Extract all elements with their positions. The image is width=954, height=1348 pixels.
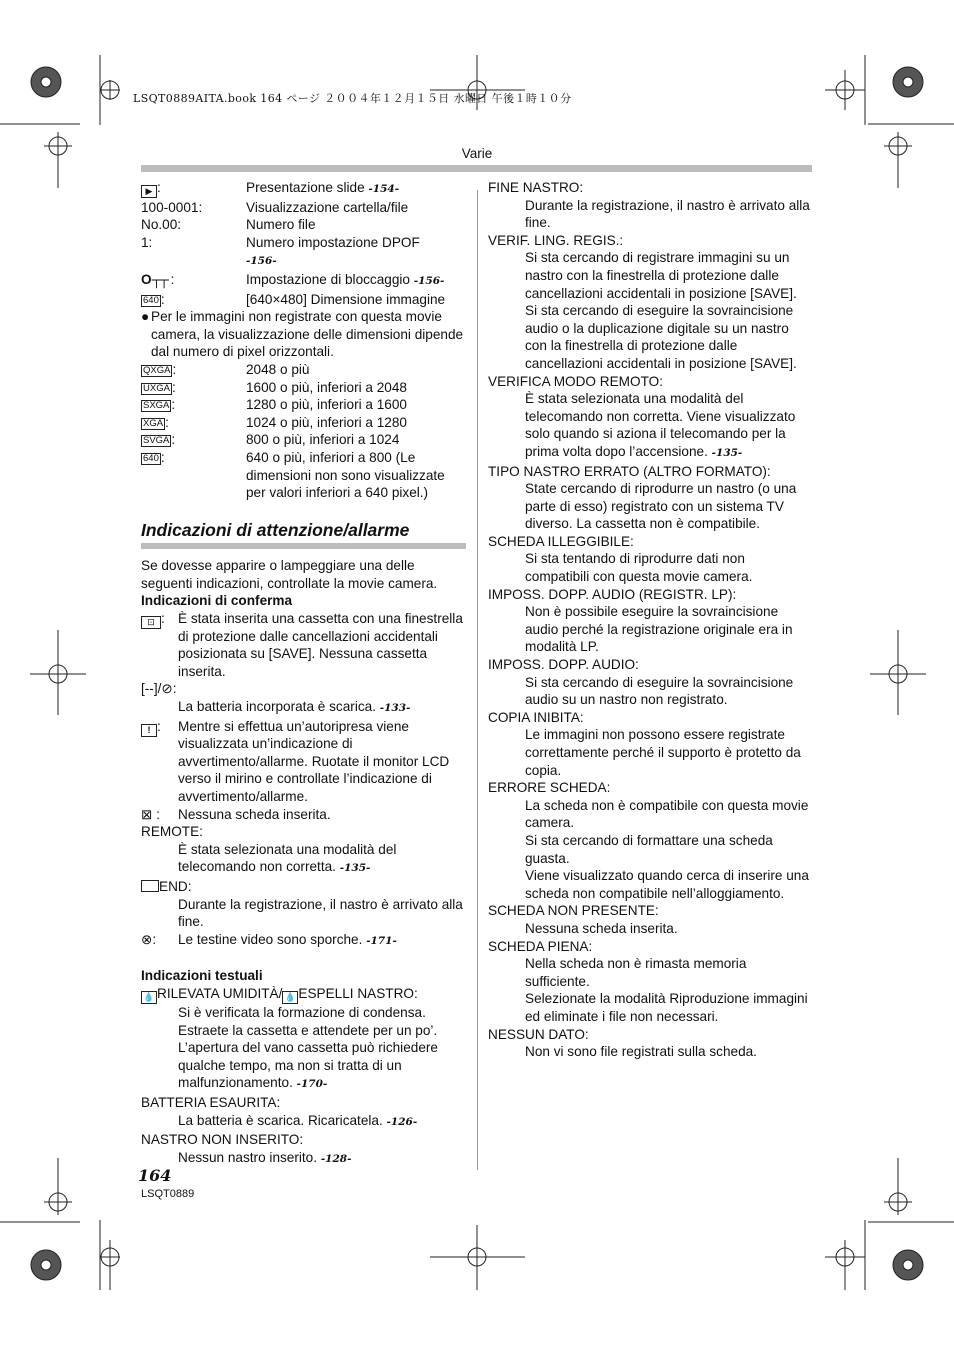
section-title: Varie [461, 146, 493, 161]
text: Viene visualizzato quando cerca di inserire una scheda non compatibile nell’alloggiamento. [525, 868, 809, 901]
section-bar [141, 165, 812, 172]
text: -128- [320, 1152, 352, 1165]
text: UXGA [143, 382, 170, 394]
text: 1: [141, 234, 153, 250]
drop-icon: 💧 [282, 991, 298, 1004]
info-row: 640 : [640×480] Dimensione immagine [141, 291, 467, 309]
key-icon: O┬┬ [141, 271, 167, 287]
message-label: SCHEDA PIENA: [488, 938, 593, 954]
text: Durante la registrazione, il nastro è arrivato alla fine. [525, 197, 810, 231]
text: La scheda non è compatibile con questa movie camera. [525, 797, 809, 831]
text: Non è possibile eseguire la sovraincisione audio perché la registrazione originale era in modalità LP. [525, 604, 793, 655]
size-row: SVGA : 800 o più, inferiori a 1024 [141, 431, 467, 449]
message-label: VERIF. LING. REGIS.: [488, 232, 624, 248]
play-icon: ▶ [141, 185, 157, 198]
text: Si sta tentando di riprodurre dati non compatibili con questa movie camera. [525, 551, 753, 585]
text: Mentre si effettua un’autoripresa viene visualizzata un’indicazione di avvertimento/allarme. Ruotate il monitor LCD verso il mirino e controllate l’indicazione di avvertimento/allarme. [178, 718, 450, 804]
text: Visualizzazione cartella/file [246, 199, 409, 215]
text: Numero impostazione DPOF [246, 234, 420, 250]
text: 1024 o più, inferiori a 1280 [246, 414, 407, 430]
confirm-item: ! : Mentre si effettua un’autoripresa viene visualizzata un’indicazione di avvertimento/allarme. Ruotate il monitor LCD verso il mirino e controllate l’indicazione di avvertimento/allarme. [141, 718, 467, 806]
bullet-note: ● Per le immagini non registrate con questa movie camera, la visualizzazione delle dimensioni dipende dal numero di pixel orizzontali. [141, 308, 467, 361]
text: NASTRO NON INSERITO: [141, 1132, 304, 1148]
text: [--]/⊘: [141, 681, 177, 697]
page-number: 164 [138, 1166, 172, 1185]
text: -135- [711, 446, 743, 459]
text: Si sta cercando di formattare una scheda guasta. [525, 832, 773, 866]
text: È stata selezionata una modalità del telecomando non corretta. [178, 841, 397, 875]
confirm-title: Indicazioni di conferma [141, 593, 293, 609]
cassette-icon: ⊡ [141, 616, 161, 629]
text: 2048 o più [246, 361, 310, 377]
text: Nella scheda non è rimasta memoria sufficiente. [525, 956, 747, 989]
text: 800 o più, inferiori a 1024 [246, 432, 400, 448]
text: 640 [143, 452, 159, 464]
text: Si sta cercando di eseguire la sovraincisione audio o la duplicazione digitale su un nastro con la finestrella di protezione dalle cancellazioni accidentali in posizione [SAVE]. [525, 303, 797, 371]
text: Le testine video sono sporche. [178, 931, 363, 947]
text: Durante la registrazione, il nastro è arrivato alla fine. [178, 896, 463, 930]
message-label: FINE NASTRO: [488, 180, 584, 195]
text: ESPELLI NASTRO: [298, 985, 418, 1001]
text: È stata inserita una cassetta con una finestrella di protezione dalle cancellazioni accidentali posizionata su [SAVE]. Nessuna cassetta inserita. [178, 611, 463, 679]
text: La batteria incorporata è scarica. [178, 699, 376, 715]
text: BATTERIA ESAURITA: [141, 1094, 281, 1110]
tape-icon [141, 880, 159, 892]
text: Nessun nastro inserito. [178, 1149, 318, 1165]
size-640-icon: 640 [143, 294, 159, 306]
size-row: XGA : 1024 o più, inferiori a 1280 [141, 414, 467, 432]
text: Per le immagini non registrate con questa movie camera, la visualizzazione delle dimensioni dipende dal numero di pixel orizzontali. [151, 309, 464, 360]
text: Non vi sono file registrati sulla scheda. [525, 1044, 757, 1060]
humidity-label [141, 985, 467, 1004]
text: ⊗: [141, 931, 157, 947]
text: Presentazione slide [246, 180, 365, 195]
confirm-item: ⊡ : È stata inserita una cassetta con una finestrella di protezione dalle cancellazioni accidentali posizionata su [SAVE]. Nessuna cassetta inserita. [141, 610, 467, 680]
text: No.00: [141, 217, 182, 233]
text: ⊠ : [141, 806, 160, 822]
dirty-heads [141, 931, 467, 951]
text: Selezionate la modalità Riproduzione immagini ed eliminate i file non necessari. [525, 991, 808, 1024]
end-label [141, 878, 467, 896]
message-label: IMPOSS. DOPP. AUDIO (REGISTR. LP): [488, 586, 737, 602]
text: Si è verificata la formazione di condensa. Estraete la cassetta e attendete per un po’. L’apertura del vano cassetta può richiedere qualche tempo, ma non si tratta di un malfunzionamento. [178, 1004, 438, 1091]
confirm-item [141, 680, 467, 717]
message-label: ERRORE SCHEDA: [488, 780, 611, 796]
text: SVGA [143, 435, 170, 447]
text: Nessuna scheda inserita. [178, 806, 331, 822]
size-row: UXGA : 1600 o più, inferiori a 2048 [141, 379, 467, 397]
text: -156- [246, 255, 277, 268]
text: -170- [296, 1078, 328, 1091]
remote-label: REMOTE: [141, 824, 203, 840]
size-row: 640 : 640 o più, inferiori a 800 (Le dimensioni non sono visualizzate per valori inferiori a 640 pixel.) [141, 449, 467, 502]
text: -133- [379, 702, 411, 715]
text: Impostazione di bloccaggio [246, 271, 410, 287]
text: -135- [339, 862, 371, 875]
text: -156- [413, 274, 445, 287]
text: 1280 o più, inferiori a 1600 [246, 397, 407, 413]
text: Nessuna scheda inserita. [525, 920, 678, 936]
text: Numero file [246, 217, 316, 233]
info-row: O┬┬ : Impostazione di bloccaggio -156- [141, 271, 445, 287]
message-label: VERIFICA MODO REMOTO: [488, 373, 663, 389]
text: 100-0001: [141, 199, 203, 215]
message-label: COPIA INIBITA: [488, 709, 584, 725]
drop-icon: 💧 [141, 991, 157, 1004]
text: -154- [368, 183, 400, 195]
text: Le immagini non possono essere registrate correttamente perché il supporto è protetto da copia. [525, 727, 801, 778]
text: [640×480] Dimensione immagine [246, 291, 446, 307]
info-row [141, 234, 467, 271]
text: -126- [386, 1115, 418, 1128]
text: RILEVATA UMIDITÀ/ [157, 985, 283, 1001]
text: State cercando di riprodurre un nastro (o una parte di esso) registrato con un sistema TV diverso. La cassetta non è compatibile. [525, 481, 797, 532]
doc-code: LSQT0889 [141, 1188, 195, 1200]
message-label: SCHEDA ILLEGGIBILE: [488, 533, 634, 549]
text: END: [159, 878, 192, 894]
text: È stata selezionata una modalità del telecomando non corretta. Viene visualizzato solo quando si aziona il telecomando per la prima volta dopo l’accensione. [525, 391, 796, 459]
info-row [141, 199, 467, 217]
text-title: Indicazioni testuali [141, 968, 263, 984]
text: SXGA [143, 400, 170, 412]
section-heading: Indicazioni di attenzione/allarme [141, 519, 410, 540]
book-info: LSQT0889AITA.book 164 ページ ２００４年１２月１５日 水曜日 午後１時１０分 [133, 92, 572, 105]
info-row: ▶ : Presentazione slide -154- [141, 179, 467, 199]
text: Si sta cercando di registrare immagini su un nastro con la finestrella di protezione dalle cancellazioni accidentali in posizione [SAVE]. [525, 250, 797, 301]
info-row [141, 216, 467, 234]
text: 640 o più, inferiori a 800 (Le dimensioni non sono visualizzate per valori inferiori a 640 pixel.) [246, 449, 445, 501]
message-label: NESSUN DATO: [488, 1026, 589, 1042]
text: La batteria è scarica. Ricaricatela. [178, 1112, 383, 1128]
text: QXGA [143, 364, 171, 376]
text: XGA [143, 417, 164, 429]
text: 1600 o più, inferiori a 2048 [246, 379, 407, 395]
right-column [488, 179, 812, 1061]
text: -171- [366, 934, 397, 947]
column-divider [477, 190, 478, 1170]
confirm-item [141, 806, 467, 824]
intro-text: Se dovesse apparire o lampeggiare una delle seguenti indicazioni, controllate la movie camera. [141, 558, 438, 591]
size-row: SXGA : 1280 o più, inferiori a 1600 [141, 396, 467, 414]
message-label: TIPO NASTRO ERRATO (ALTRO FORMATO): [488, 463, 771, 479]
warning-icon: ! [141, 724, 157, 737]
size-row: QXGA : 2048 o più [141, 361, 467, 379]
text: Si sta cercando di eseguire la sovraincisione audio su un nastro non registrato. [525, 674, 794, 708]
message-label: IMPOSS. DOPP. AUDIO: [488, 657, 639, 673]
left-column [141, 179, 467, 1168]
message-label: SCHEDA NON PRESENTE: [488, 903, 659, 919]
